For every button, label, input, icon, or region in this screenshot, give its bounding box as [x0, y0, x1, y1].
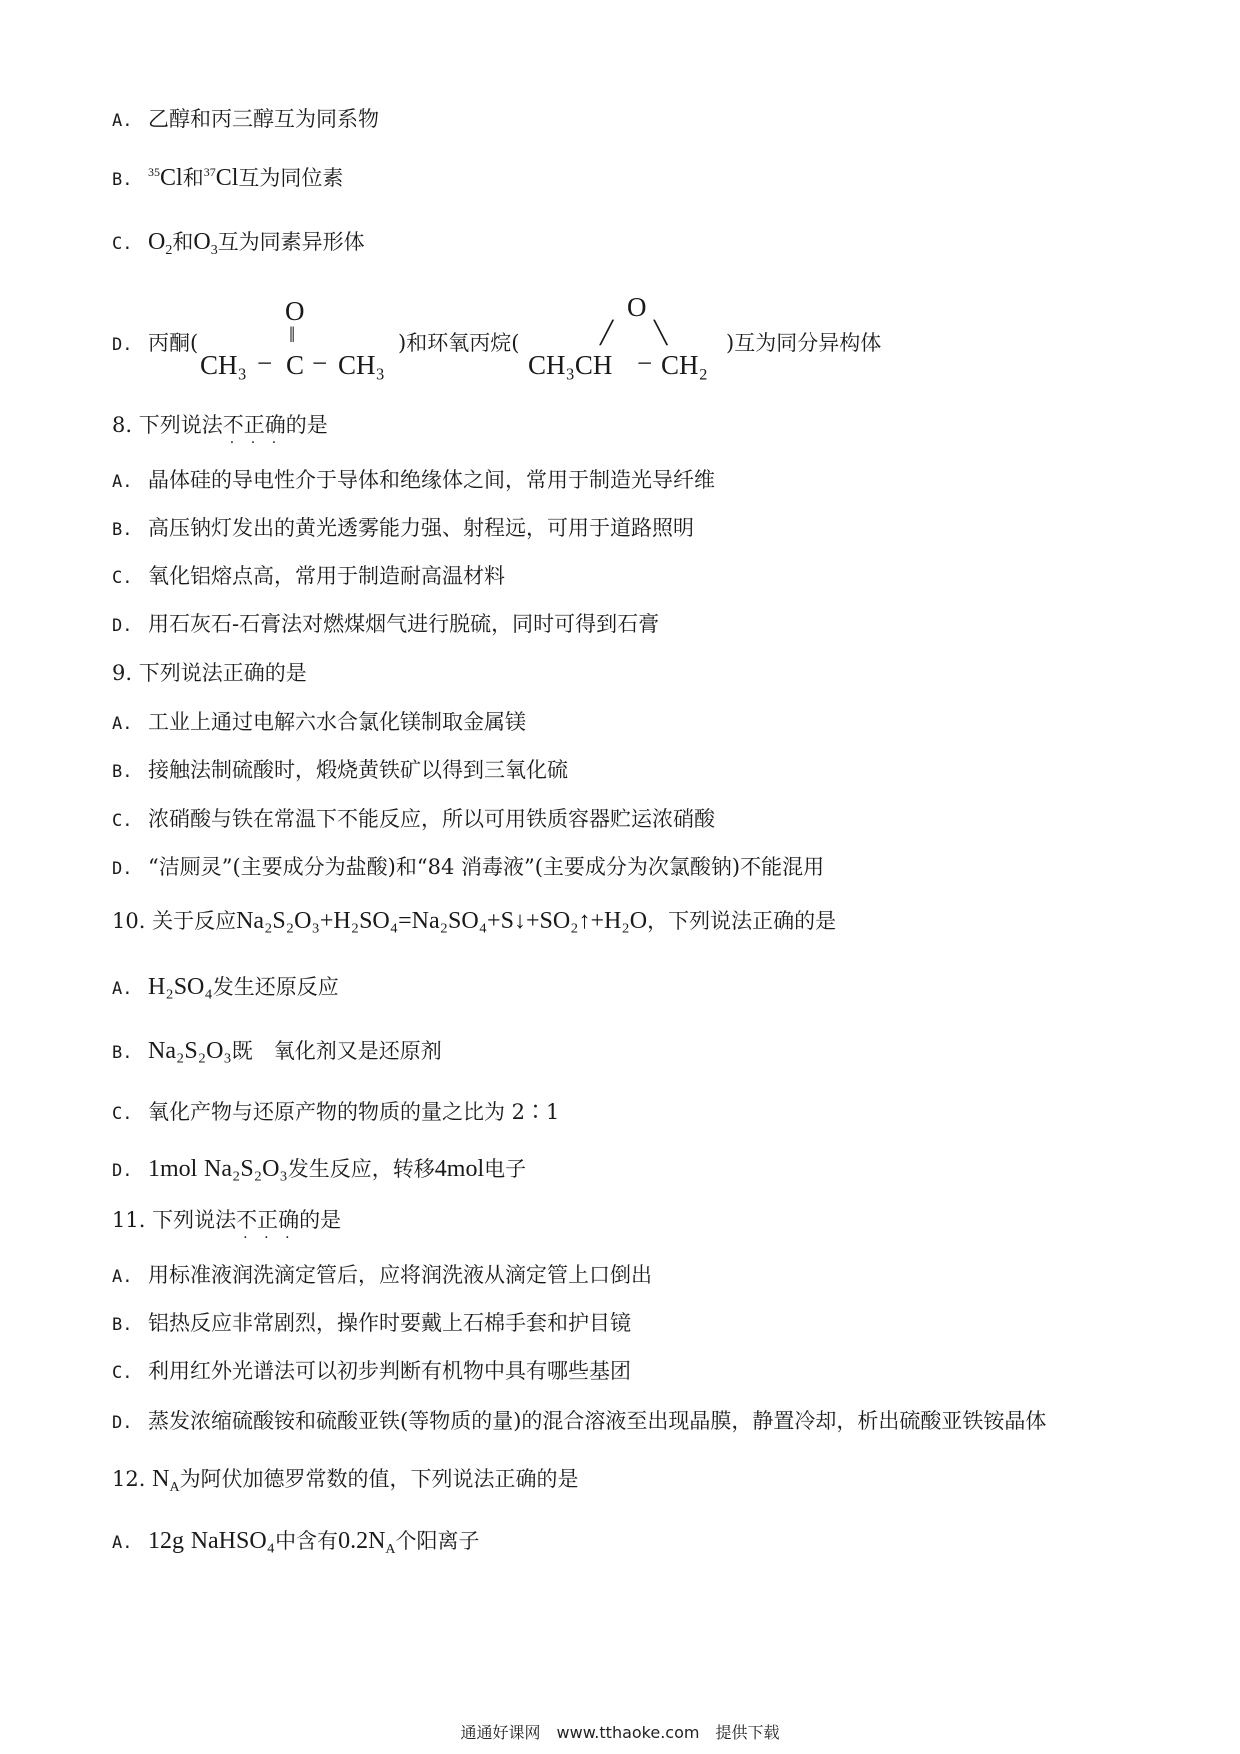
option-text: 中含有	[275, 1529, 339, 1553]
amount: 12g	[148, 1528, 184, 1554]
q7-option-a	[112, 106, 379, 134]
connector-text: 和	[172, 230, 194, 254]
question-stem: 11. 下列说法	[112, 1208, 237, 1232]
question-stem: 为阿伏加德罗常数的值，下列说法正确的是	[179, 1467, 579, 1491]
ring-bond: ╱	[600, 320, 614, 345]
mass-number: 35	[148, 165, 160, 179]
element-symbol: Cl	[215, 165, 239, 191]
methyl-group: CH₃	[200, 350, 247, 380]
methyl-group: CH₃	[338, 350, 385, 380]
option-letter: A.	[112, 714, 133, 734]
methylene-group: CH₂	[661, 350, 708, 380]
q7-option-d-mid	[398, 330, 519, 356]
q9-option-d	[112, 854, 824, 882]
avogadro-symbol: N	[152, 1466, 170, 1492]
question-stem: 9. 下列说法正确的是	[112, 661, 307, 685]
option-text: 氧化铝熔点高，常用于制造耐高温材料	[148, 564, 505, 588]
q7-option-d	[112, 330, 198, 358]
q9-option-c	[112, 806, 715, 834]
q7-option-b	[112, 165, 343, 193]
option-letter: D.	[112, 616, 133, 636]
option-text: 互为同素异形体	[217, 230, 365, 254]
reaction-equation: Na₂S₂O₃+H₂SO₄=Na₂SO₄+S↓+SO₂↑+H₂O	[236, 908, 648, 934]
question-number: 12.	[112, 1467, 146, 1491]
single-bond: −	[257, 348, 273, 378]
element-symbol: Cl	[160, 165, 183, 191]
option-letter: B.	[112, 170, 133, 190]
ring-bond: ╲	[654, 320, 668, 345]
option-letter: B.	[112, 1315, 133, 1335]
carbonyl-carbon: C	[286, 350, 305, 380]
subscript: A	[169, 1480, 180, 1495]
subscript: A	[385, 1542, 396, 1557]
q10-option-d	[112, 1156, 526, 1184]
q11-option-a	[112, 1262, 652, 1290]
q11-option-c	[112, 1358, 631, 1386]
amount: 4mol	[434, 1156, 485, 1182]
question-stem: 8. 下列说法	[112, 413, 223, 437]
option-text: 氧化产物与还原产物的物质的量之比为 2∶1	[148, 1100, 560, 1124]
option-text: 电子	[484, 1157, 527, 1181]
mass-number: 37	[203, 165, 216, 179]
question-stem: 10. 关于反应	[112, 909, 237, 933]
option-letter: B.	[112, 1043, 133, 1063]
option-letter: C.	[112, 568, 133, 588]
ring-carbon-group: CH₃CH	[528, 350, 613, 380]
option-text: )互为同分异构体	[726, 331, 882, 355]
option-text: 乙醇和丙三醇互为同系物	[148, 107, 379, 131]
q7-option-d-end	[726, 330, 881, 356]
option-letter: A.	[112, 979, 133, 999]
option-text: 个阳离子	[395, 1529, 480, 1553]
option-letter: C.	[112, 234, 133, 254]
option-text: 丙酮(	[148, 331, 199, 355]
question-stem: ，下列说法正确的是	[647, 909, 837, 933]
single-bond: −	[637, 348, 653, 378]
option-letter: A.	[112, 1533, 133, 1553]
option-letter: C.	[112, 1104, 133, 1124]
q11-option-d	[112, 1408, 1046, 1436]
q9-option-a	[112, 709, 526, 737]
q11-option-b	[112, 1310, 631, 1338]
option-letter: A.	[112, 1267, 133, 1287]
q12-option-a	[112, 1528, 480, 1556]
q10-option-b	[112, 1038, 442, 1066]
option-letter: A.	[112, 111, 133, 131]
q12-stem	[112, 1466, 579, 1495]
double-bond: ‖	[289, 322, 296, 347]
option-text: 蒸发浓缩硫酸铵和硫酸亚铁(等物质的量)的混合溶液至出现晶膜，静置冷却，析出硫酸亚铁铵晶体	[148, 1409, 1047, 1433]
emphasis-dots: 不正确 · · ·	[222, 413, 286, 451]
option-letter: D.	[112, 1413, 133, 1433]
option-text: 晶体硅的导电性介于导体和绝缘体之间，常用于制造光导纤维	[148, 468, 715, 492]
q8-option-c	[112, 563, 505, 591]
option-text: 用标准液润洗滴定管后，应将润洗液从滴定管上口倒出	[148, 1263, 652, 1287]
option-text: 利用红外光谱法可以初步判断有机物中具有哪些基团	[148, 1359, 631, 1383]
q8-option-b	[112, 515, 694, 543]
option-text: 接触法制硫酸时，煅烧黄铁矿以得到三氧化硫	[148, 758, 568, 782]
chemical-formula: Na₂S₂O₃	[148, 1038, 232, 1064]
option-text: 铝热反应非常剧烈，操作时要戴上石棉手套和护目镜	[148, 1311, 631, 1335]
amount: 0.2N	[338, 1528, 386, 1554]
option-text: 发生还原反应	[212, 975, 339, 999]
option-letter: B.	[112, 762, 133, 782]
q7-option-c	[112, 229, 365, 257]
q10-option-a	[112, 974, 339, 1002]
option-letter: C.	[112, 811, 133, 831]
q9-stem	[112, 660, 307, 686]
option-text: 工业上通过电解六水合氯化镁制取金属镁	[148, 710, 526, 734]
oxygen-atom: O	[285, 296, 305, 326]
page-footer: 通通好课网 www.tthaoke.com 提供下载	[460, 1723, 780, 1742]
q10-option-c	[112, 1099, 559, 1127]
q9-option-b	[112, 757, 568, 785]
molecule-symbol: O	[148, 229, 166, 255]
q11-stem	[112, 1207, 342, 1246]
question-stem: 的是	[285, 413, 328, 437]
option-text: 既 氧化剂又是还原剂	[231, 1039, 442, 1063]
chemical-formula: Na₂S₂O₃	[204, 1156, 288, 1182]
subscript: 2	[165, 243, 173, 258]
q10-stem	[112, 908, 836, 934]
subscript: 3	[210, 243, 218, 258]
q8-option-a	[112, 467, 715, 495]
option-text: 浓硝酸与铁在常温下不能反应，所以可用铁质容器贮运浓硝酸	[148, 807, 715, 831]
emphasis-dots: 不正确 · · ·	[236, 1208, 300, 1246]
option-text: 高压钠灯发出的黄光透雾能力强、射程远，可用于道路照明	[148, 516, 694, 540]
option-letter: D.	[112, 859, 133, 879]
oxygen-atom: O	[627, 292, 647, 322]
q8-option-d	[112, 611, 659, 639]
option-letter: B.	[112, 520, 133, 540]
option-letter: D.	[112, 1161, 133, 1181]
emphasized-text: 不正确	[222, 413, 286, 437]
chemical-formula: NaHSO₄	[190, 1528, 276, 1554]
option-text: 互为同位素	[238, 166, 344, 190]
amount: 1mol	[148, 1156, 198, 1182]
molecule-symbol: O	[193, 229, 211, 255]
chemical-formula: H₂SO₄	[148, 974, 213, 1000]
q8-stem	[112, 412, 328, 451]
option-text: 发生反应，转移	[287, 1157, 435, 1181]
question-stem: 的是	[299, 1208, 342, 1232]
connector-text: 和	[182, 166, 204, 190]
option-letter: C.	[112, 1363, 133, 1383]
single-bond: −	[312, 348, 328, 378]
emphasized-text: 不正确	[236, 1208, 300, 1232]
option-text: “洁厕灵”(主要成分为盐酸)和“84 消毒液”(主要成分为次氯酸钠)不能混用	[148, 855, 825, 879]
option-text: 用石灰石-石膏法对燃煤烟气进行脱硫，同时可得到石膏	[148, 612, 660, 636]
option-letter: D.	[112, 335, 133, 355]
option-letter: A.	[112, 472, 133, 492]
option-text: )和环氧丙烷(	[398, 331, 520, 355]
